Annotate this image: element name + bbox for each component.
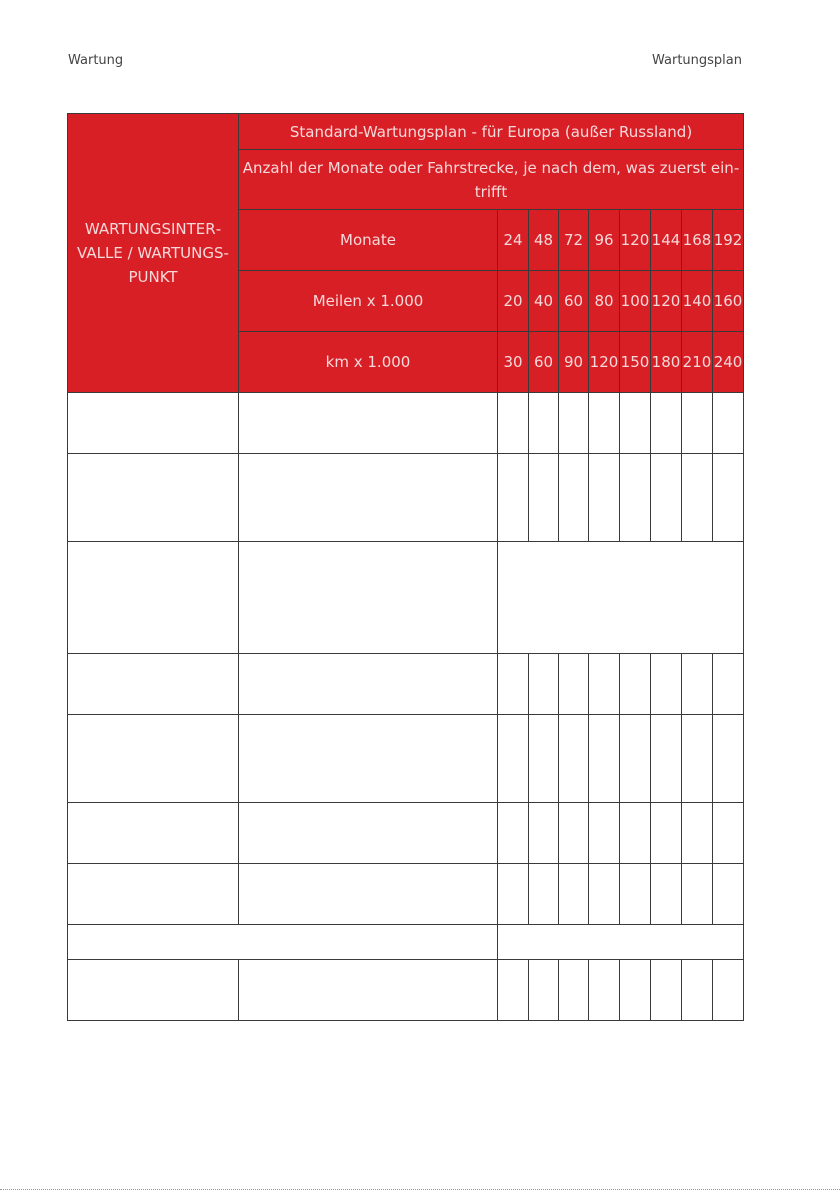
table-row xyxy=(68,542,744,654)
table-cell xyxy=(682,715,713,803)
table-cell-merged xyxy=(68,925,498,960)
plan-subtitle: Anzahl der Monate oder Fahrstrecke, je nach dem, was zuerst eintrifft xyxy=(239,150,744,210)
table-cell xyxy=(620,715,651,803)
table-cell xyxy=(559,454,589,542)
miles-value: 100 xyxy=(620,271,651,332)
table-row xyxy=(68,454,744,542)
table-cell xyxy=(589,454,620,542)
table-cell xyxy=(651,803,682,864)
miles-value: 120 xyxy=(651,271,682,332)
page-bottom-rule xyxy=(0,1189,840,1190)
table-cell xyxy=(529,654,559,715)
table-row xyxy=(68,960,744,1021)
table-cell xyxy=(498,393,529,454)
months-value: 120 xyxy=(620,210,651,271)
table-cell xyxy=(682,393,713,454)
table-cell xyxy=(498,803,529,864)
table-cell-merged xyxy=(498,542,744,654)
table-row xyxy=(68,393,744,454)
table-cell xyxy=(559,803,589,864)
table-cell xyxy=(651,654,682,715)
table-cell xyxy=(713,393,744,454)
miles-value: 40 xyxy=(529,271,559,332)
section-title: Wartung xyxy=(68,53,124,68)
table-cell xyxy=(529,803,559,864)
miles-value: 160 xyxy=(713,271,744,332)
km-value: 120 xyxy=(589,332,620,393)
table-cell xyxy=(559,393,589,454)
table-cell xyxy=(68,542,239,654)
table-cell xyxy=(682,654,713,715)
km-value: 150 xyxy=(620,332,651,393)
table-cell xyxy=(682,454,713,542)
months-value: 24 xyxy=(498,210,529,271)
months-value: 72 xyxy=(559,210,589,271)
table-cell xyxy=(682,960,713,1021)
table-cell xyxy=(498,960,529,1021)
table-row xyxy=(68,654,744,715)
table-cell xyxy=(713,960,744,1021)
table-cell xyxy=(68,654,239,715)
interval-label-km: km x 1.000 xyxy=(239,332,498,393)
table-cell xyxy=(713,803,744,864)
months-value: 96 xyxy=(589,210,620,271)
table-cell xyxy=(559,864,589,925)
table-cell xyxy=(682,864,713,925)
months-value: 168 xyxy=(682,210,713,271)
maintenance-schedule-table xyxy=(67,113,744,1021)
table-cell xyxy=(239,542,498,654)
table-cell xyxy=(651,864,682,925)
table-cell xyxy=(682,803,713,864)
table-cell xyxy=(68,715,239,803)
interval-label-miles: Meilen x 1.000 xyxy=(239,271,498,332)
table-cell xyxy=(651,715,682,803)
miles-value: 80 xyxy=(589,271,620,332)
months-value: 144 xyxy=(651,210,682,271)
table-cell xyxy=(529,960,559,1021)
miles-value: 20 xyxy=(498,271,529,332)
table-cell xyxy=(589,864,620,925)
km-value: 180 xyxy=(651,332,682,393)
table-cell xyxy=(239,393,498,454)
km-value: 60 xyxy=(529,332,559,393)
months-value: 192 xyxy=(713,210,744,271)
table-cell xyxy=(239,654,498,715)
table-cell xyxy=(589,960,620,1021)
table-cell xyxy=(68,960,239,1021)
table-cell xyxy=(620,803,651,864)
table-cell xyxy=(620,654,651,715)
table-cell xyxy=(589,393,620,454)
table-cell xyxy=(589,803,620,864)
table-cell xyxy=(589,715,620,803)
table-cell xyxy=(498,715,529,803)
km-value: 210 xyxy=(682,332,713,393)
table-cell xyxy=(68,864,239,925)
table-cell xyxy=(529,454,559,542)
table-cell xyxy=(68,803,239,864)
km-value: 30 xyxy=(498,332,529,393)
miles-value: 140 xyxy=(682,271,713,332)
table-cell xyxy=(559,654,589,715)
table-cell xyxy=(498,864,529,925)
table-row-section xyxy=(68,925,744,960)
table-cell xyxy=(559,960,589,1021)
miles-value: 60 xyxy=(559,271,589,332)
plan-title: Standard-Wartungsplan - für Europa (außer Russland) xyxy=(239,114,744,150)
interval-label-months: Monate xyxy=(239,210,498,271)
table-cell xyxy=(239,864,498,925)
table-cell xyxy=(620,454,651,542)
table-cell xyxy=(713,715,744,803)
table-row xyxy=(68,803,744,864)
table-row xyxy=(68,864,744,925)
table-cell xyxy=(239,454,498,542)
table-cell xyxy=(651,454,682,542)
table-cell xyxy=(620,864,651,925)
table-cell xyxy=(651,960,682,1021)
table-cell-merged xyxy=(498,925,744,960)
table-cell xyxy=(239,803,498,864)
table-cell xyxy=(651,393,682,454)
table-cell xyxy=(620,393,651,454)
table-cell xyxy=(498,454,529,542)
table-cell xyxy=(559,715,589,803)
table-cell xyxy=(529,393,559,454)
table-row xyxy=(68,715,744,803)
chapter-title: Wartungsplan xyxy=(651,53,742,68)
table-cell xyxy=(239,960,498,1021)
table-cell xyxy=(68,393,239,454)
months-value: 48 xyxy=(529,210,559,271)
table-cell xyxy=(529,715,559,803)
table-cell xyxy=(239,715,498,803)
table-cell xyxy=(68,454,239,542)
km-value: 240 xyxy=(713,332,744,393)
table-cell xyxy=(620,960,651,1021)
table-cell xyxy=(713,864,744,925)
table-cell xyxy=(713,654,744,715)
km-value: 90 xyxy=(559,332,589,393)
table-cell xyxy=(498,654,529,715)
table-cell xyxy=(589,654,620,715)
table-cell xyxy=(529,864,559,925)
row-label-header: WARTUNGSINTERVALLE / WARTUNGSPUNKT xyxy=(68,114,239,393)
table-cell xyxy=(713,454,744,542)
